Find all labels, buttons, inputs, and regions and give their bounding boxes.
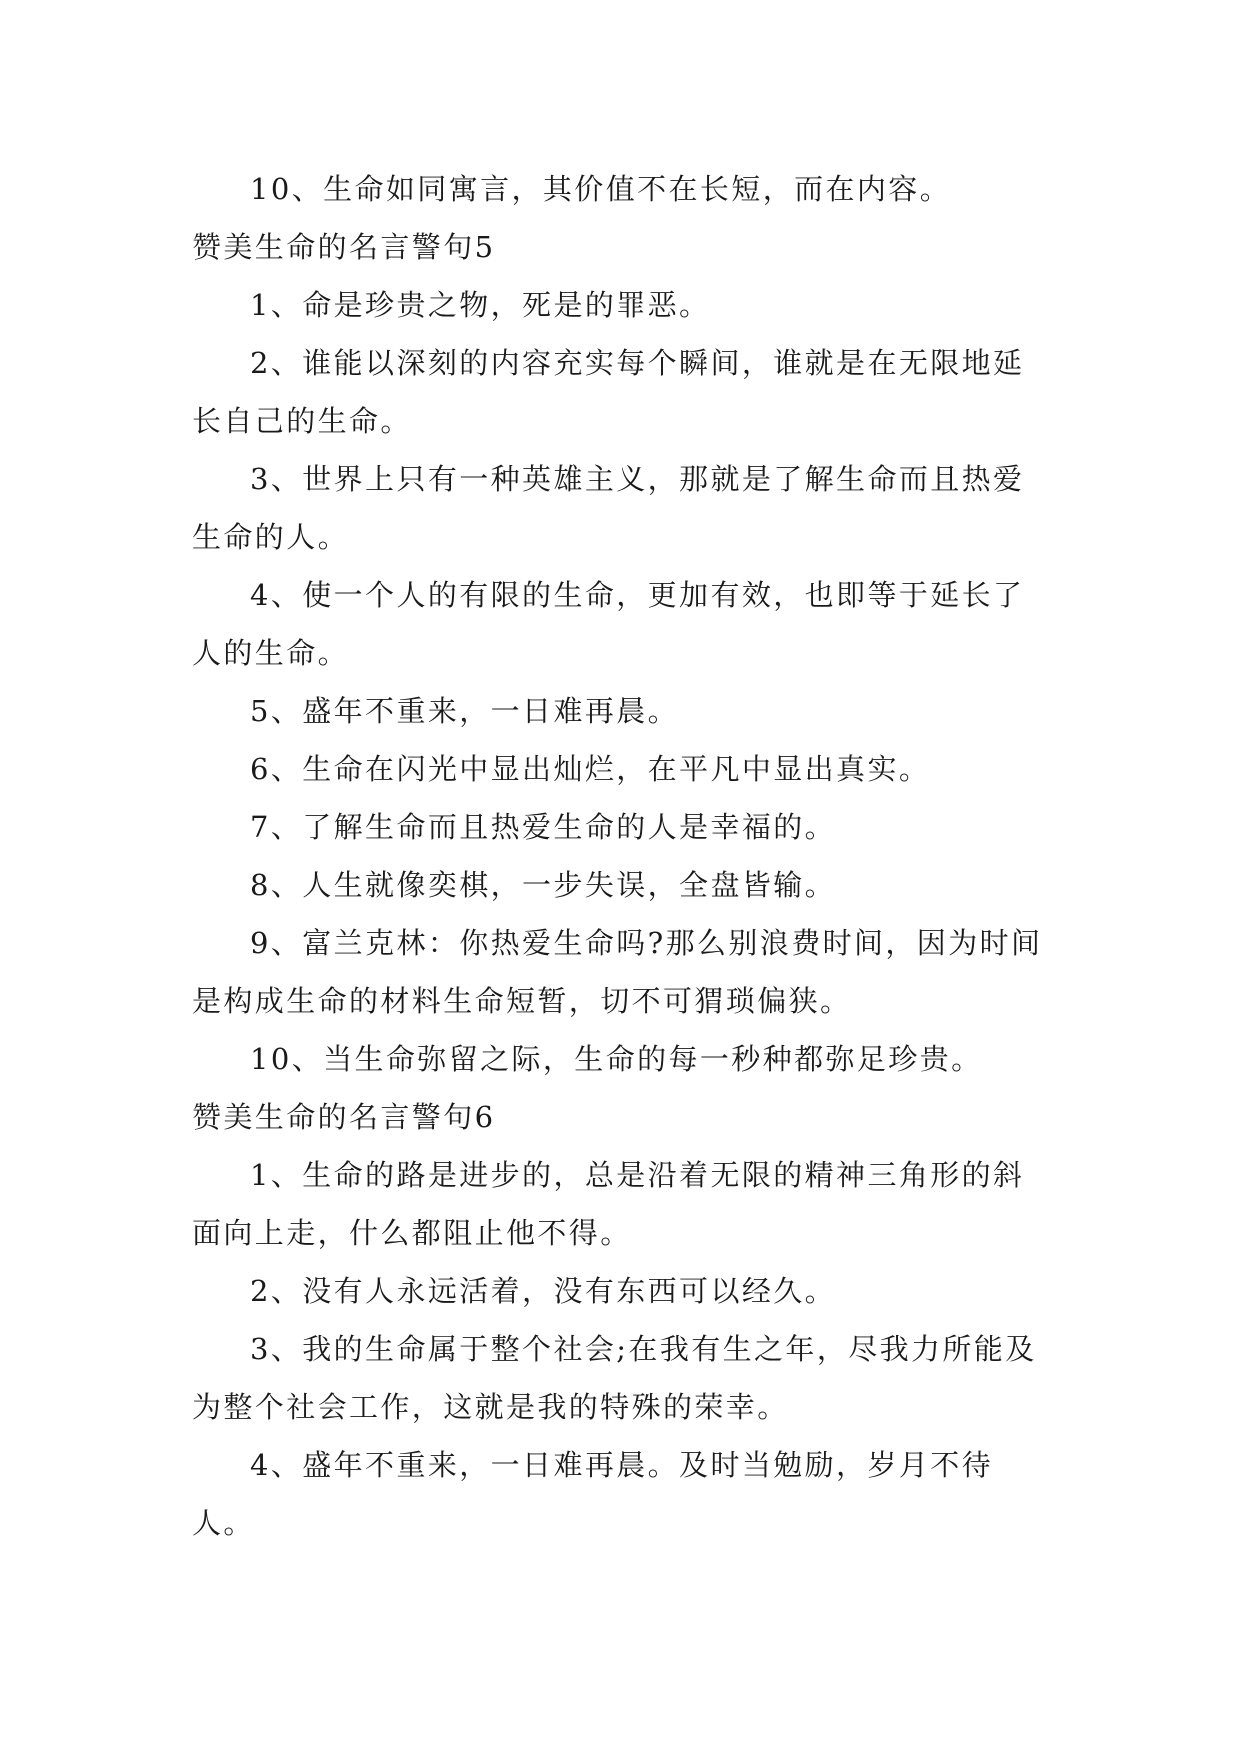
- quote-2: 2、谁能以深刻的内容充实每个瞬间，谁就是在无限地延长自己的生命。: [192, 346, 1025, 438]
- quote-6-1: 1、生命的路是进步的，总是沿着无限的精神三角形的斜面向上走，什么都阻止他不得。: [192, 1158, 1025, 1250]
- quote-8: 8、人生就像奕棋，一步失误，全盘皆输。: [250, 868, 837, 902]
- document-body: [192, 160, 1052, 1552]
- quote-5: 5、盛年不重来，一日难再晨。: [250, 694, 680, 728]
- quote-6: 6、生命在闪光中显出灿烂，在平凡中显出真实。: [250, 752, 931, 786]
- quote-4: 4、使一个人的有限的生命，更加有效，也即等于延长了人的生命。: [192, 578, 1025, 670]
- section-heading-6: 赞美生命的名言警句6: [192, 1100, 496, 1134]
- quote-9: 9、富兰克林：你热爱生命吗?那么别浪费时间，因为时间是构成生命的材料生命短暂，切不可猬琐偏狭。: [192, 926, 1043, 1018]
- quote-10: 10、当生命弥留之际，生命的每一秒种都弥足珍贵。: [250, 1042, 983, 1076]
- quote-3: 3、世界上只有一种英雄主义，那就是了解生命而且热爱生命的人。: [192, 462, 1025, 554]
- section-heading-5: 赞美生命的名言警句5: [192, 230, 496, 264]
- quote-6-2: 2、没有人永远活着，没有东西可以经久。: [250, 1274, 837, 1308]
- quote-10-lifespan: 10、生命如同寓言，其价值不在长短，而在内容。: [250, 172, 952, 206]
- quote-6-4: 4、盛年不重来，一日难再晨。及时当勉励，岁月不待人。: [192, 1448, 994, 1540]
- quote-6-3: 3、我的生命属于整个社会;在我有生之年，尽我力所能及为整个社会工作，这就是我的特殊的荣幸。: [192, 1332, 1037, 1424]
- quote-7: 7、了解生命而且热爱生命的人是幸福的。: [250, 810, 837, 844]
- quote-1: 1、命是珍贵之物，死是的罪恶。: [250, 288, 711, 322]
